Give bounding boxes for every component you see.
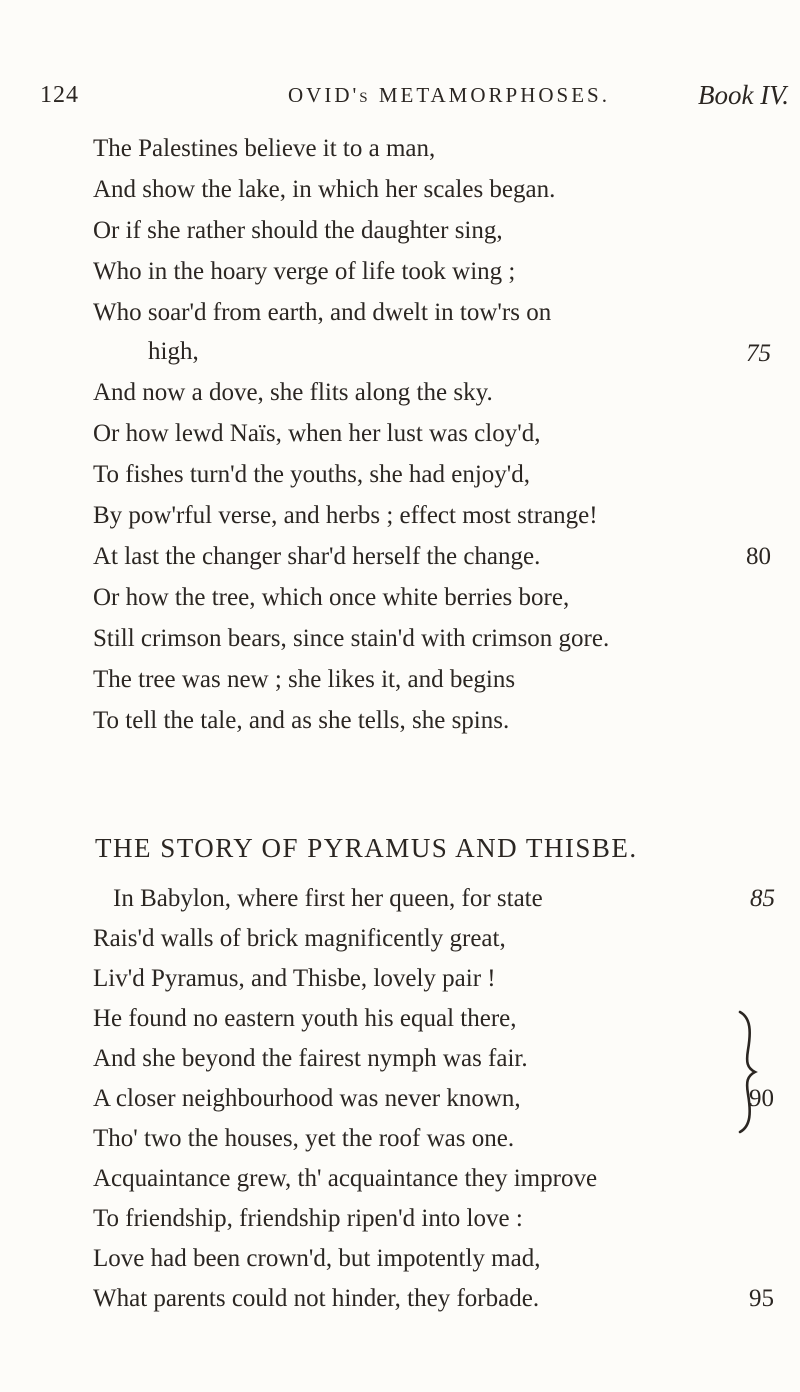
line-number: 80 bbox=[746, 543, 771, 570]
verse-line: To fishes turn'd the youths, she had enjoy'd, bbox=[93, 461, 531, 488]
verse-line: The tree was new ; she likes it, and begins bbox=[93, 666, 516, 693]
verse-line: Or if she rather should the daughter sing, bbox=[93, 217, 503, 244]
line-number: 85 bbox=[750, 885, 775, 912]
story-line: To friendship, friendship ripen'd into love : bbox=[93, 1205, 523, 1232]
story-line: A closer neighbourhood was never known, bbox=[93, 1085, 521, 1112]
verse-line: To tell the tale, and as she tells, she spins. bbox=[93, 707, 510, 734]
verse-line: And now a dove, she flits along the sky. bbox=[93, 379, 493, 406]
story-line: Acquaintance grew, th' acquaintance they improve bbox=[93, 1165, 598, 1192]
verse-line: Or how lewd Naïs, when her lust was cloy'd, bbox=[93, 420, 541, 447]
story-line: And she beyond the fairest nymph was fair. bbox=[93, 1045, 528, 1072]
verse-line: Who soar'd from earth, and dwelt in tow'rs on bbox=[93, 299, 552, 326]
verse-line: Who in the hoary verge of life took wing ; bbox=[93, 258, 516, 285]
story-line: In Babylon, where first her queen, for state bbox=[113, 885, 543, 912]
verse-line-continuation: high, bbox=[148, 338, 199, 365]
story-line: He found no eastern youth his equal there, bbox=[93, 1005, 517, 1032]
verse-line: By pow'rful verse, and herbs ; effect most strange! bbox=[93, 502, 598, 529]
verse-line: Or how the tree, which once white berries bore, bbox=[93, 584, 570, 611]
page-header bbox=[40, 82, 792, 122]
line-number: 75 bbox=[746, 340, 771, 367]
story-line: Tho' two the houses, yet the roof was one. bbox=[93, 1125, 515, 1152]
story-line: What parents could not hinder, they forbade. bbox=[93, 1285, 540, 1312]
book-reference: Book IV. bbox=[698, 80, 789, 110]
story-line: Liv'd Pyramus, and Thisbe, lovely pair ! bbox=[93, 965, 496, 992]
line-number: 90 bbox=[749, 1085, 774, 1112]
verse-line: Still crimson bears, since stain'd with crimson gore. bbox=[93, 625, 610, 652]
verse-line: The Palestines believe it to a man, bbox=[93, 135, 436, 162]
story-line: Rais'd walls of brick magnificently great, bbox=[93, 925, 506, 952]
story-line: Love had been crown'd, but impotently mad, bbox=[93, 1245, 541, 1272]
running-title: OVID's METAMORPHOSES. bbox=[288, 83, 610, 107]
verse-line: At last the changer shar'd herself the change. bbox=[93, 543, 541, 570]
verse-line: And show the lake, in which her scales began. bbox=[93, 176, 556, 203]
section-title: THE STORY OF PYRAMUS AND THISBE. bbox=[95, 833, 638, 863]
line-number: 95 bbox=[749, 1285, 774, 1312]
triplet-brace-icon bbox=[737, 1010, 759, 1134]
page-number: 124 bbox=[40, 82, 79, 108]
